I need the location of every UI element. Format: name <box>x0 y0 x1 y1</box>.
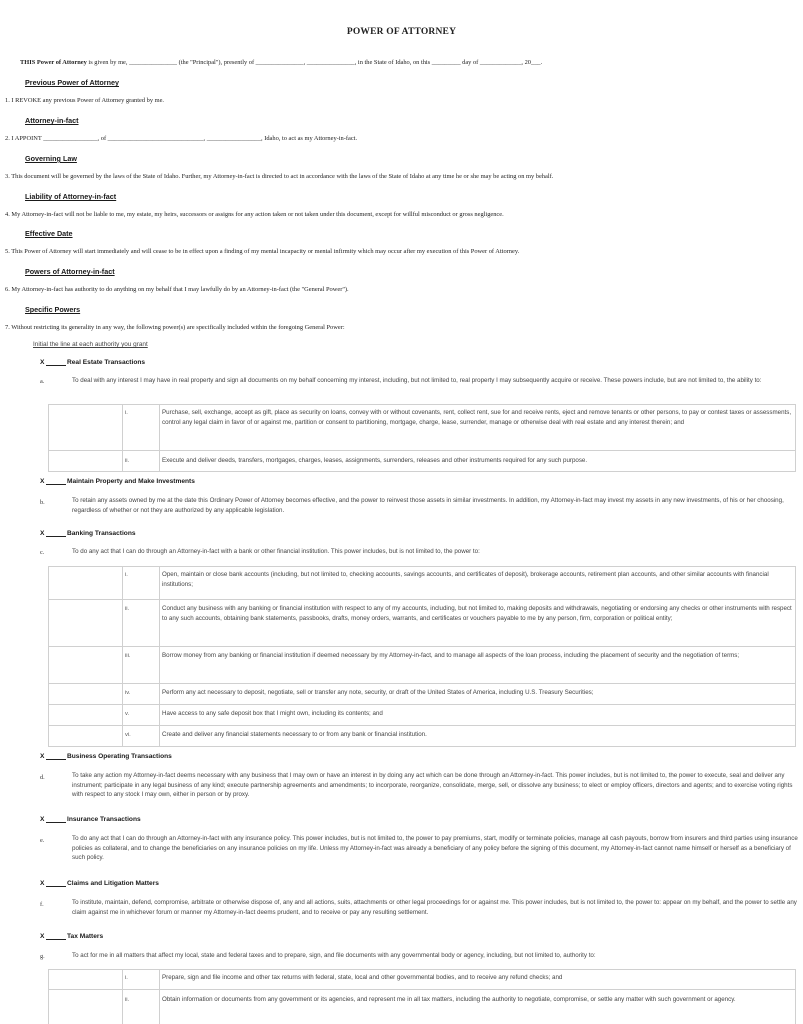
section-heading-governing-law: Governing Law <box>25 154 77 163</box>
subpower-text: Conduct any business with any banking or financial institution with respect to any of my accounts, including, but not limited to, making deposits and withdrawals, negotiating or endorsing any checks or other instruments with respect to any such accounts, obtaining bank statements, passbooks, drafts, money orders, warrants, and certificates or vouchers payable to me by any person, firm, corporation or political entity; <box>162 605 792 622</box>
section-heading-attorney-in-fact: Attorney-in-fact <box>25 116 79 125</box>
subpower-num: iv. <box>125 690 131 696</box>
power-text-claims: To institute, maintain, defend, compromise, arbitrate or otherwise dispose of, any and all actions, suits, attachments or other legal proceedings for or against me. This power includes, but is not limited to, the power to: appear on my behalf, and the power to settle any claim against me in whichever forum or manner my Attorney-in-fact deems prudent, and to receive or pay any resulting settlement. <box>72 899 797 916</box>
section-text-general-power: 6. My Attorney-in-fact has authority to do anything on my behalf that I may lawfully do by an Attorney-in-fact (the "General Power"). <box>5 286 349 293</box>
subpower-num: ii. <box>125 458 130 464</box>
section-text-governing-law: 3. This document will be governed by the laws of the State of Idaho. Further, my Attorney-in-fact is directed to act in accordance with the laws of the State of Idaho at any time he or she may be acting on my behalf. <box>5 173 554 180</box>
section-text-revoke: 1. I REVOKE any previous Power of Attorney granted by me. <box>5 97 165 104</box>
power-letter: d. <box>40 774 45 781</box>
section-heading-specific-powers: Specific Powers <box>25 305 81 314</box>
subpower-num: ii. <box>125 606 130 612</box>
subpower-text: Perform any act necessary to deposit, negotiate, sell or transfer any note, security, or draft of the United States of America, including U.S. Treasury Securities; <box>162 689 594 696</box>
subpower-text: Execute and deliver deeds, transfers, mortgages, charges, leases, assignments, surrenders, releases and other instruments required for any such purpose. <box>162 457 588 464</box>
initial-line[interactable] <box>46 933 66 940</box>
section-text-effective-date: 5. This Power of Attorney will start immediately and will cease to be in effect upon a finding of my mental incapacity or mental infirmity which may occur after my execution of this Power of Attorney. <box>5 248 520 255</box>
section-heading-effective-date: Effective Date <box>25 229 73 238</box>
power-text-business: To take any action my Attorney-in-fact deems necessary with any business that I may own or have an interest in by doing any act which can be done through an Attorney-in-fact. This power includes, but is not limited to, the power to execute, seal and deliver any instrument; participate in any legal business of any kind; execute partnership agreements and amendments; to incorporate, reorganize, consolidate, merge, sell, or dissolve any business; to elect or employ officers, directors and agents; and to exercise voting rights with respect to any stock I may own, either in person or by proxy. <box>72 772 793 798</box>
power-letter: a. <box>40 378 45 385</box>
power-header-real-estate: X Real Estate Transactions <box>40 359 146 366</box>
power-header-maintain-property: X Maintain Property and Make Investments <box>40 478 195 485</box>
power-header-tax: X Tax Matters <box>40 933 104 940</box>
subpower-num: iii. <box>125 653 131 659</box>
power-header-insurance: X Insurance Transactions <box>40 816 141 823</box>
subpower-text: Obtain information or documents from any government or its agencies, and represent me in all tax matters, including the authority to negotiate, compromise, or settle any matter with such government or agency. <box>162 996 736 1003</box>
subpower-text: Prepare, sign and file income and other tax returns with federal, state, local and other governmental bodies, and to receive any refund checks; and <box>162 974 563 981</box>
section-heading-liability: Liability of Attorney-in-fact <box>25 192 117 201</box>
section-text-specific-powers: 7. Without restricting its generality in any way, the following power(s) are specifically included within the foregoing General Power: <box>5 324 345 331</box>
power-letter: b. <box>40 499 45 506</box>
subpower-text: Have access to any safe deposit box that I might own, including its contents; and <box>162 710 383 717</box>
subpower-text: Borrow money from any banking or financial institution if deemed necessary by my Attorney-in-fact, and to manage all aspects of the loan process, including the placement of security and the negotiation of terms; <box>162 652 740 659</box>
subpower-num: i. <box>125 572 128 578</box>
subpower-text: Open, maintain or close bank accounts (including, but not limited to, checking accounts, savings accounts, and certificates of deposit), brokerage accounts, retirement plan accounts, and other similar accounts with financial institutions; <box>162 571 769 588</box>
power-letter: e. <box>40 837 45 844</box>
subpower-text: Purchase, sell, exchange, accept as gift, place as security on loans, convey with or without covenants, rent, collect rent, sue for and receive rents, eject and remove tenants or other persons, to pay or contest taxes or assessments, control any legal claim in favor of or against me, partition or consent to partitioning, mortgage, charge, lease, surrender, manage or otherwise deal with real estate and any interest therein; and <box>162 409 792 426</box>
initial-line[interactable] <box>46 753 66 760</box>
section-text-liability: 4. My Attorney-in-fact will not be liable to me, my estate, my heirs, successors or assigns for any action taken or not taken under this document, except for willful misconduct or gross negligence. <box>5 211 504 218</box>
section-text-appoint: 2. I APPOINT _________________, of ______________________________, _________________, Idaho, to act as my Attorney-in-fact. <box>5 135 358 142</box>
power-text-banking: To do any act that I can do through an Attorney-in-fact with a bank or other financial institution. This power includes, but is not limited to, the power to: <box>72 548 480 555</box>
power-text-tax: To act for me in all matters that affect my local, state and federal taxes and to prepare, sign, and file documents with any governmental body or agency, including, but not limited to, authority to: <box>72 952 596 959</box>
subpower-num: ii. <box>125 997 130 1003</box>
power-header-business: X Business Operating Transactions <box>40 753 172 760</box>
section-heading-powers: Powers of Attorney-in-fact <box>25 267 115 276</box>
section-heading-previous-poa: Previous Power of Attorney <box>25 78 119 87</box>
power-text-insurance: To do any act that I can do through an Attorney-in-fact with any insurance policy. This power includes, but is not limited to, the power to pay premiums, start, modify or terminate policies, manage all cash payouts, borrow from insurers and third parties using insurance policies as collateral, and to change the beneficiaries on any insurance policies on my life. Unless my Attorney-in-fact was already a beneficiary of any policy before the signing of this document, my Attorney-in-fact cannot name himself or herself as a beneficiary of such policy. <box>72 835 798 861</box>
subpower-num: i. <box>125 975 128 981</box>
subpower-num: i. <box>125 410 128 416</box>
power-letter: g. <box>40 953 45 960</box>
subpower-text: Create and deliver any financial statements necessary to or from any bank or financial institution. <box>162 731 427 738</box>
initial-instruction: Initial the line at each authority you grant <box>33 341 148 348</box>
subpower-num: v. <box>125 711 130 717</box>
initial-line[interactable] <box>46 359 66 366</box>
power-letter: f. <box>40 901 44 908</box>
power-text-maintain-property: To retain any assets owned by me at the date this Ordinary Power of Attorney becomes effective, and the power to reinvest those assets in similar investments. In addition, my Attorney-in-fact may invest my assets in any new investments, of his or her choosing, regardless of whether or not they are authorized by any applicable legislation. <box>72 497 784 514</box>
power-header-banking: X Banking Transactions <box>40 530 136 537</box>
power-header-claims: X Claims and Litigation Matters <box>40 880 159 887</box>
initial-line[interactable] <box>46 530 66 537</box>
initial-line[interactable] <box>46 816 66 823</box>
subpower-num: vi. <box>125 732 131 738</box>
power-text-real-estate: To deal with any interest I may have in real property and sign all documents on my behalf concerning my interest, including, but not limited to, real property I may subsequently acquire or receive. These powers include, but are not limited to, the ability to: <box>72 377 762 384</box>
initial-line[interactable] <box>46 478 66 485</box>
power-letter: c. <box>40 549 45 556</box>
document-title: POWER OF ATTORNEY <box>346 27 457 37</box>
initial-line[interactable] <box>46 880 66 887</box>
intro-paragraph: THIS Power of Attorney is given by me, _______________ (the "Principal"), presently of _______________, _______________, in the State of Idaho, on this _________ day of _____________, 20___. <box>20 59 543 66</box>
